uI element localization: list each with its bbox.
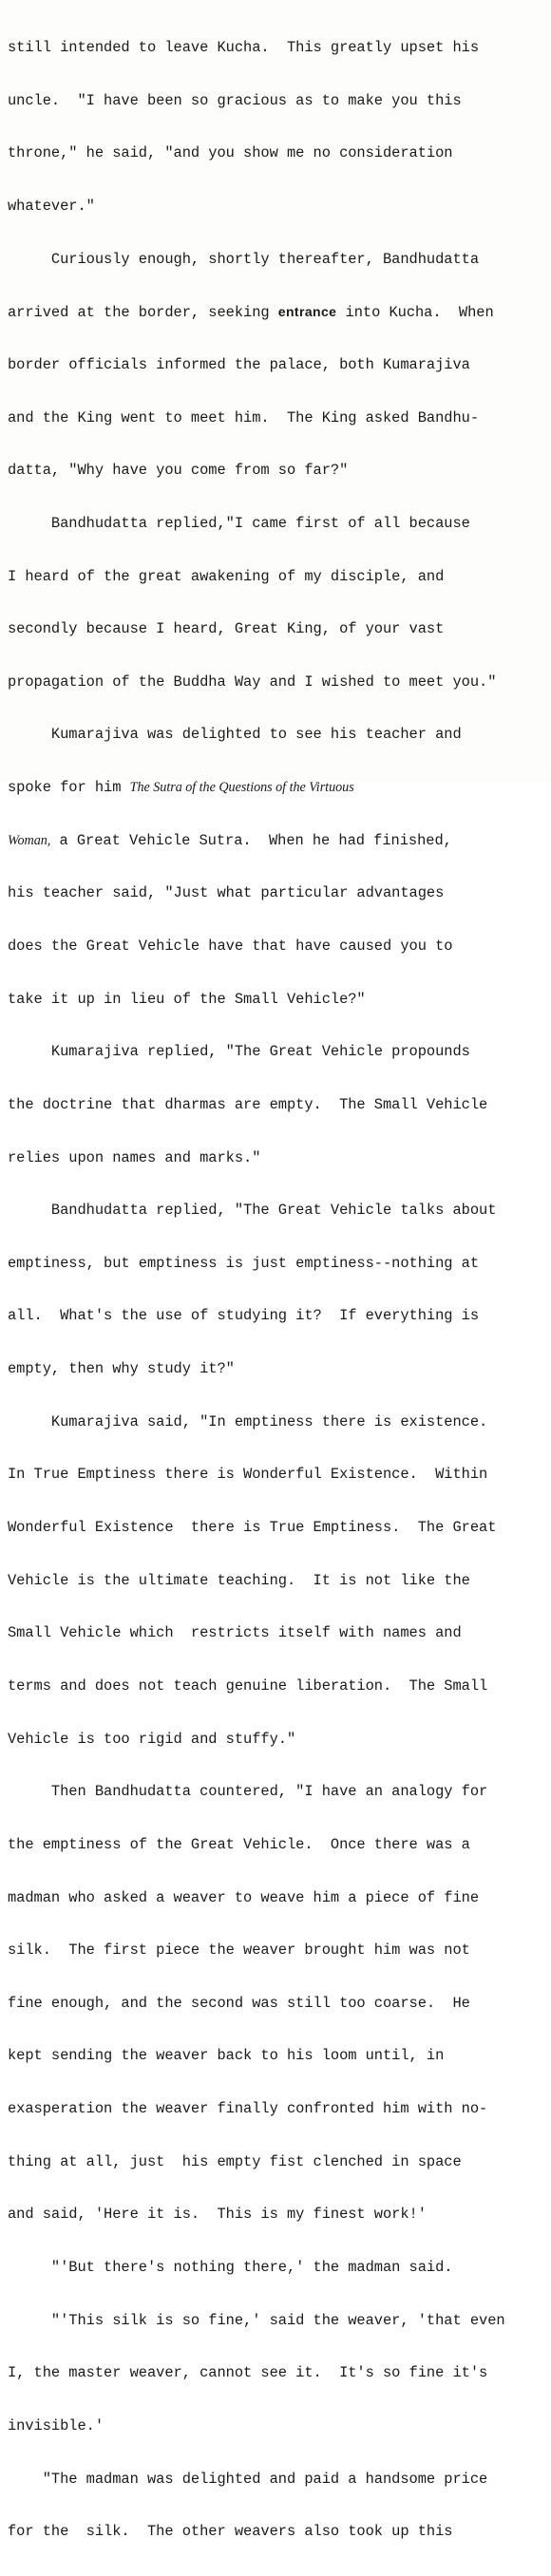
text-line: "The madman was delighted and paid a handsome price [8,2470,488,2488]
text-line: does the Great Vehicle have that have caused you to [8,937,453,955]
text-line: In True Emptiness there is Wonderful Existence. Within [8,1466,488,1484]
text-line-sutra-title-cont [8,832,549,850]
text-line: Then Bandhudatta countered, "I have an analogy for [8,1783,488,1801]
text-line: throne," he said, "and you show me no consideration [8,144,453,162]
text-line: empty, then why study it?" [8,1360,235,1378]
text-line: propagation of the Buddha Way and I wished to meet you." [8,672,497,691]
text-line: still intended to leave Kucha. This greatly upset his [8,39,480,57]
sutra-title-italic: Woman, [8,832,51,848]
text-line: fine enough, and the second was still too coarse. He [8,1994,470,2012]
text-segment: spoke for him [8,779,130,797]
text-line: whatever." [8,198,95,216]
text-segment: arrived at the border, seeking [8,304,278,322]
text-line: Curiously enough, shortly thereafter, Bandhudatta [8,250,480,268]
text-line: secondly because I heard, Great King, of your vast [8,620,445,638]
text-line: datta, "Why have you come from so far?" [8,462,349,480]
text-line-sutra-title [8,779,549,797]
text-line: and the King went to meet him. The King asked Bandhu- [8,408,480,426]
text-line: Kumarajiva said, "In emptiness there is existence. [8,1412,488,1430]
document-body-text [8,4,549,2576]
text-line: Bandhudatta replied,"I came first of all because [8,514,470,532]
text-line: exasperation the weaver finally confronted him with no- [8,2100,488,2118]
text-line: uncle. "I have been so gracious as to make you this [8,91,462,109]
text-line: all. What's the use of studying it? If everything is [8,1307,480,1325]
text-segment: into Kucha. When [336,304,494,322]
sutra-title-italic: The Sutra of the Questions of the Virtuous [129,780,354,796]
text-line: emptiness, but emptiness is just emptiness--nothing at [8,1254,480,1272]
text-line: thing at all, just his empty fist clenched in space [8,2152,462,2170]
text-line: "'But there's nothing there,' the madman said. [8,2259,453,2276]
text-line: Vehicle is too rigid and stuffy." [8,1730,296,1748]
text-line: "'This silk is so fine,' said the weaver, 'that even [8,2311,505,2329]
text-line: invisible.' [8,2416,104,2434]
text-line: the emptiness of the Great Vehicle. Once there was a [8,1835,470,1853]
text-line: his teacher said, "Just what particular advantages [8,884,445,902]
text-line: terms and does not teach genuine liberation. The Small [8,1676,488,1695]
text-line: I, the master weaver, cannot see it. It's so fine it's [8,2364,488,2382]
text-line: Bandhudatta replied, "The Great Vehicle talks about [8,1202,497,1220]
text-line: Kumarajiva was delighted to see his teacher and [8,726,462,744]
text-line: madman who asked a weaver to weave him a piece of fine [8,1888,480,1906]
text-line: Kumarajiva replied, "The Great Vehicle propounds [8,1043,470,1061]
text-line: kept sending the weaver back to his loom until, in [8,2047,445,2065]
text-line: Wonderful Existence there is True Emptiness. The Great [8,1519,497,1537]
text-line: the doctrine that dharmas are empty. The Small Vehicle [8,1095,488,1113]
text-segment: a Great Vehicle Sutra. When he had finished, [50,831,452,849]
text-line: for the silk. The other weavers also took up this [8,2523,453,2541]
text-line: border officials informed the palace, both Kumarajiva [8,355,470,373]
text-line: relies upon names and marks." [8,1148,261,1166]
text-line: silk. The first piece the weaver brought him was not [8,1941,470,1960]
entrance-word: entrance [277,304,337,320]
text-line: I heard of the great awakening of my disciple, and [8,567,445,585]
text-line: and said, 'Here it is. This is my finest work!' [8,2206,427,2224]
text-line: Vehicle is the ultimate teaching. It is not like the [8,1571,470,1589]
text-line: Small Vehicle which restricts itself with names and [8,1624,462,1642]
text-line: take it up in lieu of the Small Vehicle?" [8,990,366,1008]
text-line-entrance [8,303,549,321]
